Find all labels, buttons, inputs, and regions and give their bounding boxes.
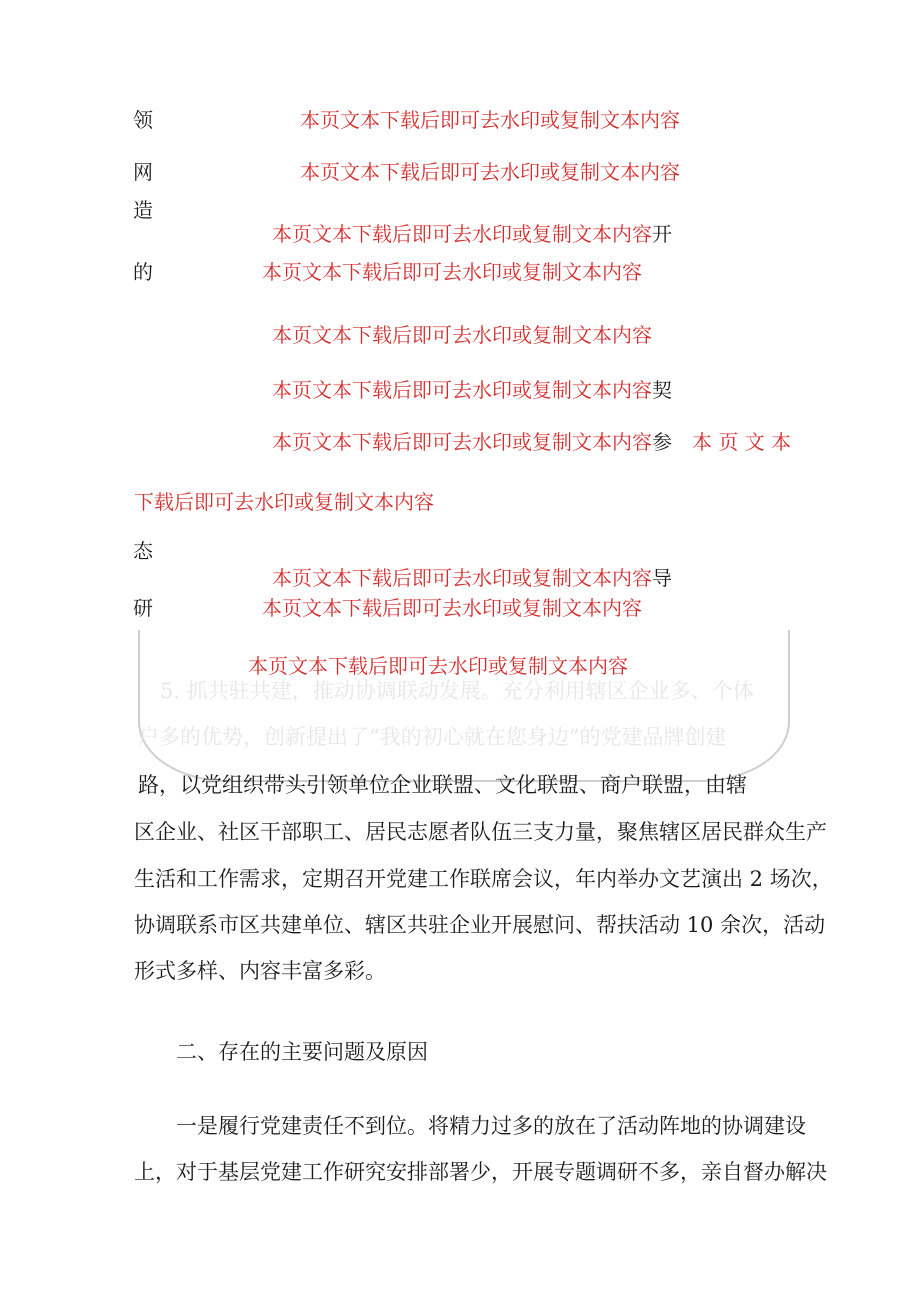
watermark-line-9-row [272, 568, 672, 588]
obscured-line-3: 路，以党组织带头引领单位企业联盟、文化联盟、商户联盟，由辖 [138, 773, 747, 797]
watermark-line-6-row [272, 380, 672, 400]
watermark-line-6: 本页文本下载后即可去水印或复制文本内容 [272, 378, 652, 402]
left-char-tai: 态 [133, 539, 153, 563]
suffix-kai: 开 [652, 222, 672, 246]
left-char-ling: 领 [133, 108, 153, 132]
paragraph1-line-2: 生活和工作需求，定期召开党建工作联席会议，年内举办文艺演出 2 场次， [134, 867, 833, 891]
suffix-dao: 导 [652, 566, 672, 590]
left-char-de: 的 [133, 260, 153, 284]
faded-line-2: 户多的优势，创新提出了“我的初心就在您身边”的党建品牌创建 [138, 725, 727, 749]
watermark-line-7: 本页文本下载后即可去水印或复制文本内容 [272, 430, 652, 454]
faded-line-1: 5. 抓共驻共建，推动协调联动发展。充分利用辖区企业多、个体 [160, 679, 754, 703]
suffix-qi: 契 [652, 378, 672, 402]
watermark-line-5: 本页文本下载后即可去水印或复制文本内容 [272, 323, 652, 347]
faded-page-curl-card [138, 630, 790, 782]
left-char-wang: 网 [133, 160, 153, 184]
left-char-yan: 研 [133, 596, 153, 620]
watermark-line-9: 本页文本下载后即可去水印或复制文本内容 [272, 566, 652, 590]
paragraph1-line-1: 区企业、社区干部职工、居民志愿者队伍三支力量，聚焦辖区居民群众生产 [134, 820, 827, 844]
paragraph1-line-3: 协调联系市区共建单位、辖区共驻企业开展慰问、帮扶活动 10 余次，活动 [134, 913, 826, 937]
watermark-line-7-row [272, 432, 672, 452]
suffix-can: 参 [652, 430, 672, 454]
watermark-line-2: 本页文本下载后即可去水印或复制文本内容 [300, 160, 680, 184]
watermark-line-10: 本页文本下载后即可去水印或复制文本内容 [262, 596, 642, 620]
watermark-line-4: 本页文本下载后即可去水印或复制文本内容 [262, 260, 642, 284]
paragraph2-line-1: 一是履行党建责任不到位。将精力过多的放在了活动阵地的协调建设 [176, 1114, 806, 1138]
watermark-line-1: 本页文本下载后即可去水印或复制文本内容 [300, 108, 680, 132]
watermark-line-3: 本页文本下载后即可去水印或复制文本内容 [272, 222, 652, 246]
watermark-line-8: 下载后即可去水印或复制文本内容 [134, 490, 434, 514]
watermark-line-11: 本页文本下载后即可去水印或复制文本内容 [248, 654, 628, 678]
section-heading: 二、存在的主要问题及原因 [176, 1040, 428, 1064]
paragraph1-line-4: 形式多样、内容丰富多彩。 [134, 959, 386, 983]
watermark-line-7-tail: 本 页 文 本 [692, 430, 792, 454]
paragraph2-line-2: 上，对于基层党建工作研究安排部署少，开展专题调研不多，亲自督办解决 [134, 1160, 827, 1184]
watermark-line-3-row [272, 224, 672, 244]
left-char-zao: 造 [133, 198, 153, 222]
